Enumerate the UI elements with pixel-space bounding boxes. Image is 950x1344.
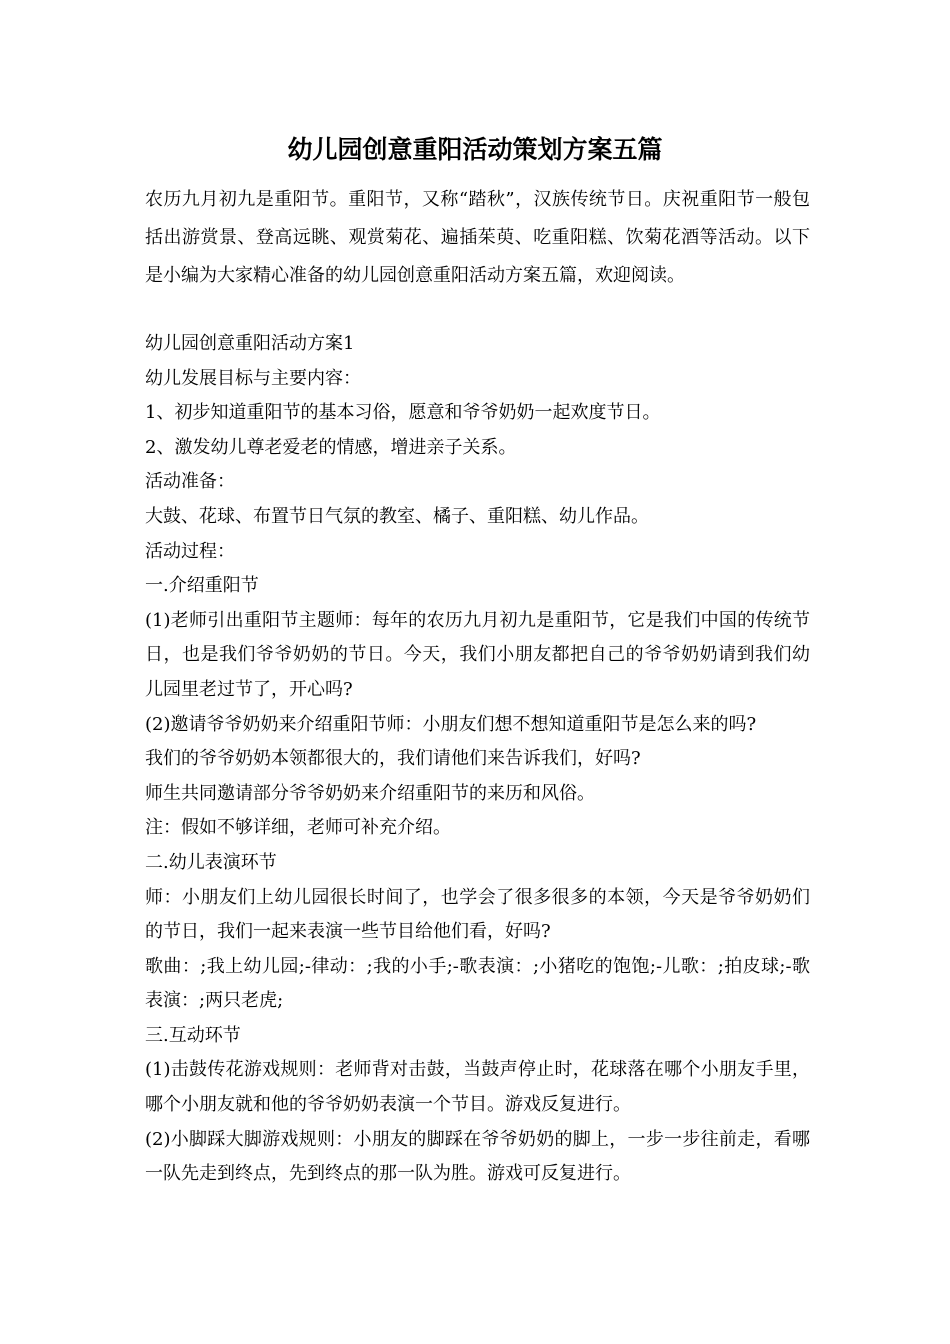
goal-item-2: 2、激发幼儿尊老爱老的情感，增进亲子关系。 xyxy=(145,436,517,458)
section-1-note: 注：假如不够详细，老师可补充介绍。 xyxy=(145,817,451,839)
process-label: 活动过程： xyxy=(145,540,235,562)
section-3-paragraph-1: (1)击鼓传花游戏规则：老师背对击鼓，当鼓声停止时，花球落在哪个小朋友手里，哪个小朋友就和他的爷爷奶奶表演一个节目。游戏反复进行。 xyxy=(145,1059,810,1116)
section-1-paragraph-1: (1)老师引出重阳节主题师：每年的农历九月初九是重阳节，它是我们中国的传统节日，也是我们爷爷奶奶的节日。今天，我们小朋友都把自己的爷爷奶奶请到我们幼儿园里老过节了，开心吗? xyxy=(145,609,810,700)
section-heading-3: 三.互动环节 xyxy=(145,1024,241,1046)
goals-label: 幼儿发展目标与主要内容： xyxy=(145,367,361,389)
section-heading-1: 一.介绍重阳节 xyxy=(145,575,259,597)
intro-paragraph: 农历九月初九是重阳节。重阳节，又称“踏秋”，汉族传统节日。庆祝重阳节一般包括出游赏景、登高远眺、观赏菊花、遍插茱萸、吃重阳糕、饮菊花酒等活动。以下是小编为大家精心准备的幼儿园创意重阳活动方案五篇，欢迎阅读。 xyxy=(145,189,810,286)
preparation-items: 大鼓、花球、布置节日气氛的教室、橘子、重阳糕、幼儿作品。 xyxy=(145,505,649,527)
section-3-paragraph-2: (2)小脚踩大脚游戏规则：小朋友的脚踩在爷爷奶奶的脚上，一步一步往前走，看哪一队先走到终点，先到终点的那一队为胜。游戏可反复进行。 xyxy=(145,1128,810,1185)
goal-item-1: 1、初步知道重阳节的基本习俗，愿意和爷爷奶奶一起欢度节日。 xyxy=(145,402,661,424)
section-2-paragraph-1: 师：小朋友们上幼儿园很长时间了，也学会了很多很多的本领，今天是爷爷奶奶们的节日，我们一起来表演一些节目给他们看，好吗? xyxy=(145,886,810,943)
section-1-paragraph-2a: (2)邀请爷爷奶奶来介绍重阳节师：小朋友们想不想知道重阳节是怎么来的吗? xyxy=(145,713,757,735)
section-heading-2: 二.幼儿表演环节 xyxy=(145,851,277,873)
section-1-paragraph-3: 师生共同邀请部分爷爷奶奶来介绍重阳节的来历和风俗。 xyxy=(145,782,595,804)
document-body xyxy=(145,327,810,1192)
document-title: 幼儿园创意重阳活动策划方案五篇 xyxy=(287,135,663,164)
preparation-label: 活动准备： xyxy=(145,471,235,493)
section-2-paragraph-2: 歌曲：;我上幼儿园;-律动：;我的小手;-歌表演：;小猪吃的饱饱;-儿歌：;拍皮球;-歌表演：;两只老虎; xyxy=(145,955,810,1012)
section-1-paragraph-2b: 我们的爷爷奶奶本领都很大的，我们请他们来告诉我们，好吗? xyxy=(145,748,641,770)
plan-heading: 幼儿园创意重阳活动方案1 xyxy=(145,333,355,354)
